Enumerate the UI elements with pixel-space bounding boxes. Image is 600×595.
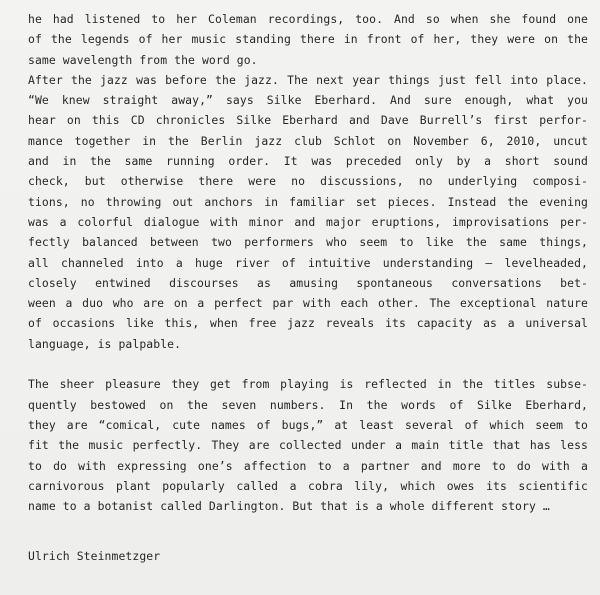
text-line: was a colorful dialogue with minor and major eruptions, improvisations per- — [28, 214, 588, 229]
text-line: all channeled into a huge river of intuitive understanding – levelheaded, — [28, 255, 588, 270]
paragraph-2 — [28, 70, 588, 354]
text-line: he had listened to her Coleman recordings, too. And so when she found one — [28, 12, 588, 26]
text-line: ween a duo who are on a perfect par with each other. The exceptional nature — [28, 296, 588, 311]
text-line: quently bestowed on the seven numbers. In the words of Silke Eberhard, — [28, 397, 588, 412]
text-line: hear on this CD chronicles Silke Eberhard and Dave Burrell’s first perfor- — [28, 113, 588, 128]
text-line: mance together in the Berlin jazz club Schlot on November 6, 2010, uncut — [28, 133, 588, 148]
text-line: and in the same running order. It was preceded only by a short sound — [28, 154, 588, 169]
text-line: fectly balanced between two performers who seem to like the same things, — [28, 235, 588, 250]
text-line: The sheer pleasure they get from playing is reflected in the titles subse- — [28, 377, 588, 392]
text-line: fit the music perfectly. They are collected under a main title that has less — [28, 438, 588, 453]
text-line: same wavelength from the word go. — [28, 52, 258, 67]
paragraph-3 — [28, 374, 588, 516]
author-signature: Ulrich Steinmetzger — [28, 548, 161, 563]
text-line: tions, no throwing out anchors in familiar set pieces. Instead the evening — [28, 194, 588, 209]
paragraph-spacer — [28, 516, 588, 536]
text-line: of the legends of her music standing there in front of her, they were on the — [28, 32, 588, 47]
liner-notes-text — [28, 9, 588, 566]
text-line: name to a botanist called Darlington. But that is a whole different story … — [28, 499, 550, 514]
text-line: they are “comical, cute names of bugs,” at least several of which seem to — [28, 417, 588, 432]
text-line: of occasions like this, when free jazz reveals its capacity as a universal — [28, 316, 588, 331]
text-line: language, is palpable. — [28, 336, 182, 351]
text-line: “We knew straight away,” says Silke Eberhard. And sure enough, what you — [28, 93, 588, 108]
text-line: After the jazz was before the jazz. The next year things just fell into place. — [28, 72, 588, 87]
text-line: to do with expressing one’s affection to a partner and more to do with a — [28, 458, 588, 473]
paragraph-spacer — [28, 354, 588, 374]
text-line: check, but otherwise there were no discussions, no underlying composi- — [28, 174, 588, 189]
text-line: carnivorous plant popularly called a cobra lily, which owes its scientific — [28, 478, 588, 493]
text-line: closely entwined discourses as amusing spontaneous conversations bet- — [28, 275, 588, 290]
paragraph-1 — [28, 9, 588, 70]
